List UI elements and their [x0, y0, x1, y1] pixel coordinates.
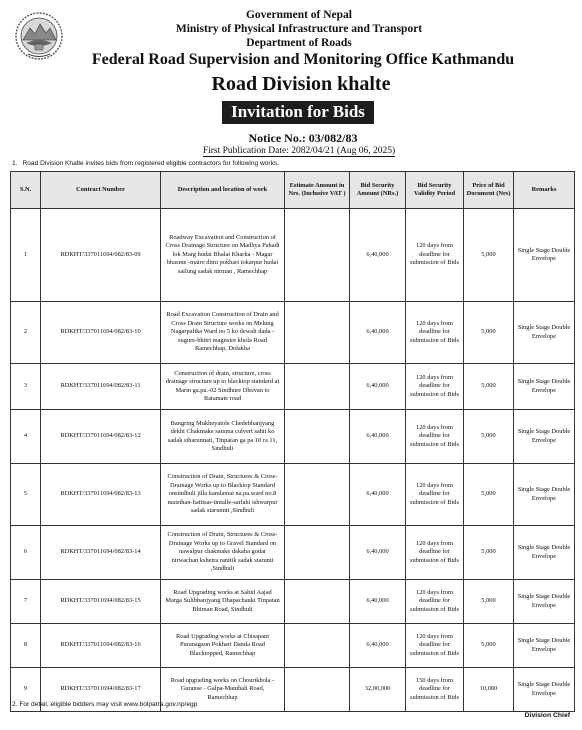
- cell-description: Construction of drain, structure, cross drainage structure up to blacktop standard at Marin ga.pa.-02 Sindhure Dhovan to Ratamate road: [161, 364, 285, 410]
- table-row: [11, 624, 575, 668]
- office-heading: Federal Road Supervision and Monitoring Office Kathmandu: [91, 51, 515, 68]
- cell-description: Bangring Mukheyatole Chedebhanjyang dekhi Chakmake samma culvert sahit ko sadak stharunnati, Tinpatan ga pa 10 ra 11, Sindhuli: [161, 410, 285, 464]
- cell-sn: 4: [11, 410, 41, 464]
- cell-validity: 120 days from deadline for submission of Bids: [406, 302, 464, 364]
- cell-security: 32,00,000: [350, 668, 406, 712]
- bids-table: [10, 171, 575, 712]
- cell-sn: 5: [11, 464, 41, 526]
- cell-contract: RDKHT/337011694/082/83-16: [41, 624, 161, 668]
- cell-sn: 8: [11, 624, 41, 668]
- table-row: [11, 302, 575, 364]
- intro-number: 1.: [12, 160, 18, 167]
- cell-remarks: Single Stage Double Envelope: [514, 668, 575, 712]
- division-heading: Road Division khalte: [211, 73, 391, 95]
- table-row: [11, 526, 575, 580]
- cell-description: Construction of Drain, Structures & Cross-Drainage Works up to Blacktop Standard onsindhuli jilla kamlamai na.pa.ward no.8 maisthan-hattisar-tintalle-sarlahi ishwarpur sadak starunnti ,Sindhuli: [161, 464, 285, 526]
- notice-number: Notice No.: 03/082/83: [248, 131, 358, 145]
- cell-remarks: Single Stage Double Envelope: [514, 526, 575, 580]
- cell-price: 5,000: [464, 464, 514, 526]
- col-header-price: Price of Bid Document (Nrs): [464, 172, 514, 209]
- cell-contract: RDKHT/337011694/082/83-15: [41, 580, 161, 624]
- cell-security: 6,40,000: [350, 209, 406, 302]
- col-header-remarks: Remarks: [514, 172, 575, 209]
- intro-paragraph: [12, 160, 279, 167]
- col-header-sn: S.N.: [11, 172, 41, 209]
- cell-validity: 150 days from deadline for submission of Bids: [406, 668, 464, 712]
- cell-sn: 6: [11, 526, 41, 580]
- table-row: [11, 464, 575, 526]
- cell-description: Construction of Drain, Structures & Cross-Drainage Works up to Gravel Standard on nawalpur chakmake dakaha godar nirwachan kshetra ranitik sadak starunti ,Sindhuli: [161, 526, 285, 580]
- cell-validity: 120 days from deadline for submission of Bids: [406, 410, 464, 464]
- cell-remarks: Single Stage Double Envelope: [514, 580, 575, 624]
- cell-sn: 2: [11, 302, 41, 364]
- cell-estimate: [285, 410, 350, 464]
- col-header-estimate: Estimate Amount in Nrs. (Inclusive VAT ): [285, 172, 350, 209]
- table-row: [11, 364, 575, 410]
- table-header-row: [11, 172, 575, 209]
- banner-wrapper: [0, 101, 582, 124]
- cell-description: Road Excavation Construction of Drain and Cross Drain Structure works on Melung Nagarpalika Ward no 5 ko dewali dada - sugure-bhitri magnsire khola Road Ramechhap, Dolakha: [161, 302, 285, 364]
- cell-price: 5,000: [464, 580, 514, 624]
- cell-price: 5,000: [464, 410, 514, 464]
- cell-description: Roadway Excavation and Construction of Cross Drainage Structure on Madhya Pahadi lok Marg hudai Bhalai Kharka - Magar bhasme -maire dimi pokhari tokarpur hudai sailung sadak nirman , Ramechhap: [161, 209, 285, 302]
- cell-security: 6,40,000: [350, 364, 406, 410]
- cell-validity: 120 days from deadline for submission of Bids: [406, 464, 464, 526]
- publication-date: First Publication Date: 2082/04/21 (Aug 06, 2025): [202, 146, 396, 156]
- ministry-heading: Ministry of Physical Infrastructure and Transport: [175, 23, 423, 35]
- cell-sn: 7: [11, 580, 41, 624]
- cell-validity: 120 days from deadline for submission of Bids: [406, 364, 464, 410]
- cell-contract: RDKHT/337011694/082/83-12: [41, 410, 161, 464]
- cell-sn: 9: [11, 668, 41, 712]
- cell-security: 6,40,000: [350, 624, 406, 668]
- cell-estimate: [285, 624, 350, 668]
- cell-price: 5,000: [464, 526, 514, 580]
- cell-price: 5,000: [464, 624, 514, 668]
- cell-price: 5,000: [464, 209, 514, 302]
- cell-validity: 120 days from deadline for submission of Bids: [406, 526, 464, 580]
- cell-estimate: [285, 668, 350, 712]
- cell-contract: RDKHT/337011694/082/83-11: [41, 364, 161, 410]
- table-row: [11, 209, 575, 302]
- cell-security: 6,40,000: [350, 526, 406, 580]
- col-header-contract: Contract Number: [41, 172, 161, 209]
- cell-contract: RDKHT/337011694/082/83-17: [41, 668, 161, 712]
- cell-security: 6,40,000: [350, 580, 406, 624]
- cell-remarks: Single Stage Double Envelope: [514, 410, 575, 464]
- cell-sn: 3: [11, 364, 41, 410]
- cell-contract: RDKHT/337011694/082/83-09: [41, 209, 161, 302]
- cell-security: 6,40,000: [350, 302, 406, 364]
- col-header-validity: Bid Security Validity Period: [406, 172, 464, 209]
- cell-price: 10,000: [464, 668, 514, 712]
- cell-estimate: [285, 209, 350, 302]
- cell-validity: 120 days from deadline for submission of Bids: [406, 580, 464, 624]
- cell-sn: 1: [11, 209, 41, 302]
- department-heading: Department of Roads: [246, 37, 352, 49]
- cell-contract: RDKHT/337011694/082/83-13: [41, 464, 161, 526]
- cell-security: 6,40,000: [350, 410, 406, 464]
- government-heading: Government of Nepal: [245, 9, 353, 21]
- cell-validity: 120 days from deadline for submission of Bids: [406, 209, 464, 302]
- cell-security: 6,40,000: [350, 464, 406, 526]
- cell-validity: 120 days from deadline for submission of Bids: [406, 624, 464, 668]
- invitation-banner: Invitation for Bids: [222, 101, 374, 124]
- cell-remarks: Single Stage Double Envelope: [514, 624, 575, 668]
- signature-division-chief: Division Chief: [524, 712, 570, 719]
- col-header-security: Bid Security Amount (NRs.): [350, 172, 406, 209]
- col-header-description: Description and location of work: [161, 172, 285, 209]
- cell-price: 5,000: [464, 364, 514, 410]
- cell-estimate: [285, 364, 350, 410]
- table-row: [11, 410, 575, 464]
- cell-estimate: [285, 302, 350, 364]
- cell-contract: RDKHT/337011694/082/83-10: [41, 302, 161, 364]
- cell-remarks: Single Stage Double Envelope: [514, 464, 575, 526]
- cell-estimate: [285, 464, 350, 526]
- cell-remarks: Single Stage Double Envelope: [514, 209, 575, 302]
- cell-description: Road upgrading works on Chourikhola - Guranse - Galpa-Manthali Road, Ramechhap: [161, 668, 285, 712]
- cell-remarks: Single Stage Double Envelope: [514, 364, 575, 410]
- intro-text: Road Division Khalte invites bids from registered eligible contractors for following works.: [22, 160, 280, 167]
- cell-description: Road Upgrading works at Sahid Aajad Marga Sulibhanjyang Dhapachauki Tinpatan Bhiman Road, Sindhuli: [161, 580, 285, 624]
- cell-contract: RDKHT/337011694/082/83-14: [41, 526, 161, 580]
- cell-estimate: [285, 526, 350, 580]
- cell-description: Road Upgrading works at Chisapani Puranagaun Pokhari Danda Road Blacktopped, Ramechhap: [161, 624, 285, 668]
- footnote: 2. For detail, eligible bidders may visit www.bolpatra.gov.np/egp: [12, 701, 198, 708]
- publication-date-line: [8, 146, 582, 156]
- cell-estimate: [285, 580, 350, 624]
- cell-price: 5,000: [464, 302, 514, 364]
- table-row: [11, 580, 575, 624]
- cell-remarks: Single Stage Double Envelope: [514, 302, 575, 364]
